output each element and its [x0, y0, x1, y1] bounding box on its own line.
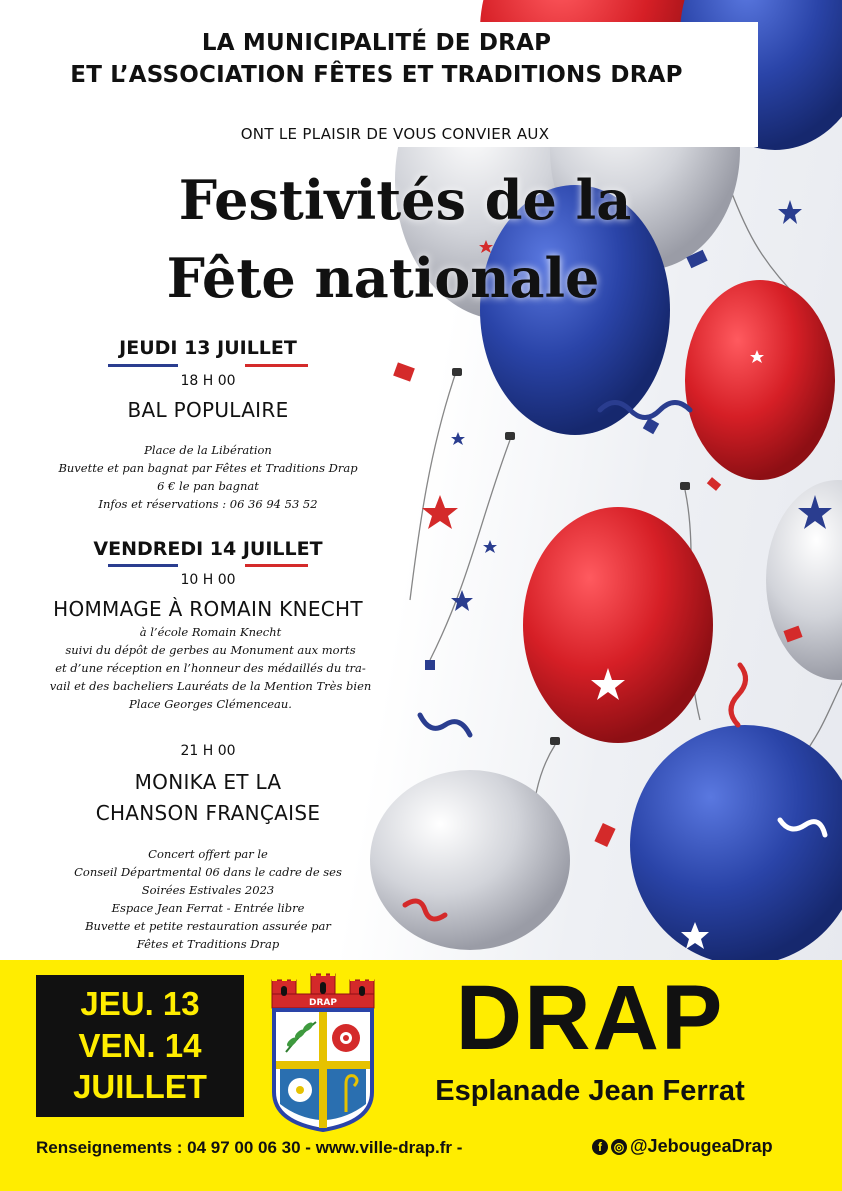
- flag-bar-blue: [108, 364, 178, 367]
- thursday-heading: JEUDI 13 JUILLET: [119, 337, 297, 359]
- friday-event1-info: [18, 623, 403, 713]
- instagram-icon[interactable]: ◎: [611, 1139, 627, 1155]
- friday-event1-time: 10 H 00: [180, 572, 236, 588]
- flag-bar-red: [245, 564, 308, 567]
- crest-label: DRAP: [309, 998, 337, 1008]
- info-line: à l’école Romain Knecht: [139, 625, 282, 639]
- title-line-2: Fête nationale: [166, 246, 600, 310]
- info-line: Infos et réservations : 06 36 94 53 52: [98, 497, 318, 511]
- thursday-event-info: [28, 441, 388, 513]
- info-line: Espace Jean Ferrat - Entrée libre: [111, 901, 305, 915]
- organizer-line-2: ET L’ASSOCIATION FÊTES ET TRADITIONS DRAP: [70, 62, 683, 88]
- info-line: Place Georges Clémenceau.: [129, 697, 292, 711]
- info-line: Conseil Départmental 06 dans le cadre de ses: [74, 865, 342, 879]
- town-crest-icon: [268, 972, 378, 1132]
- organizer-line-1: LA MUNICIPALITÉ DE DRAP: [201, 30, 552, 56]
- invitation-text: ONT LE PLAISIR DE VOUS CONVIER AUX: [240, 125, 550, 143]
- dates-box: [36, 975, 244, 1117]
- footer-banner: [0, 960, 842, 1191]
- info-line: et d’une réception en l’honneur des médaillés du tra-: [55, 661, 366, 675]
- thursday-time: 18 H 00: [180, 373, 236, 389]
- friday-event2-info: [28, 845, 388, 953]
- info-line: Soirées Estivales 2023: [141, 883, 275, 897]
- info-line: Fêtes et Traditions Drap: [136, 937, 280, 951]
- date-line-3: JUILLET: [73, 1068, 207, 1105]
- social-handle[interactable]: @JebougeaDrap: [630, 1136, 773, 1156]
- info-line: Buvette et petite restauration assurée par: [85, 919, 331, 933]
- flag-bar-blue: [108, 564, 178, 567]
- info-line: 6 € le pan bagnat: [157, 479, 259, 493]
- friday-event2-title-1: MONIKA ET LA: [134, 770, 282, 794]
- info-line: Place de la Libération: [144, 443, 272, 457]
- contact-info: Renseignements : 04 97 00 06 30 - www.ville-drap.fr -: [36, 1138, 463, 1157]
- friday-event1-title: HOMMAGE À ROMAIN KNECHT: [53, 597, 363, 621]
- info-line: Buvette et pan bagnat par Fêtes et Traditions Drap: [58, 461, 358, 475]
- date-line-2: VEN. 14: [78, 1027, 202, 1064]
- facebook-icon[interactable]: f: [592, 1139, 608, 1155]
- friday-heading: VENDREDI 14 JUILLET: [93, 538, 323, 560]
- venue-name: Esplanade Jean Ferrat: [435, 1075, 745, 1107]
- title-line-1: Festivités de la: [178, 168, 632, 232]
- info-line: Concert offert par le: [148, 847, 268, 861]
- social-handle-group: [592, 1136, 773, 1157]
- info-line: vail et des bacheliers Lauréats de la Mention Très bien: [49, 679, 372, 693]
- thursday-event-title: BAL POPULAIRE: [127, 398, 289, 422]
- friday-event2-time: 21 H 00: [180, 743, 236, 759]
- town-name: DRAP: [455, 967, 725, 1069]
- flag-bar-red: [245, 364, 308, 367]
- date-line-1: JEU. 13: [80, 985, 200, 1022]
- friday-event2-title-2: CHANSON FRANÇAISE: [95, 801, 321, 825]
- info-line: suivi du dépôt de gerbes au Monument aux morts: [65, 643, 356, 657]
